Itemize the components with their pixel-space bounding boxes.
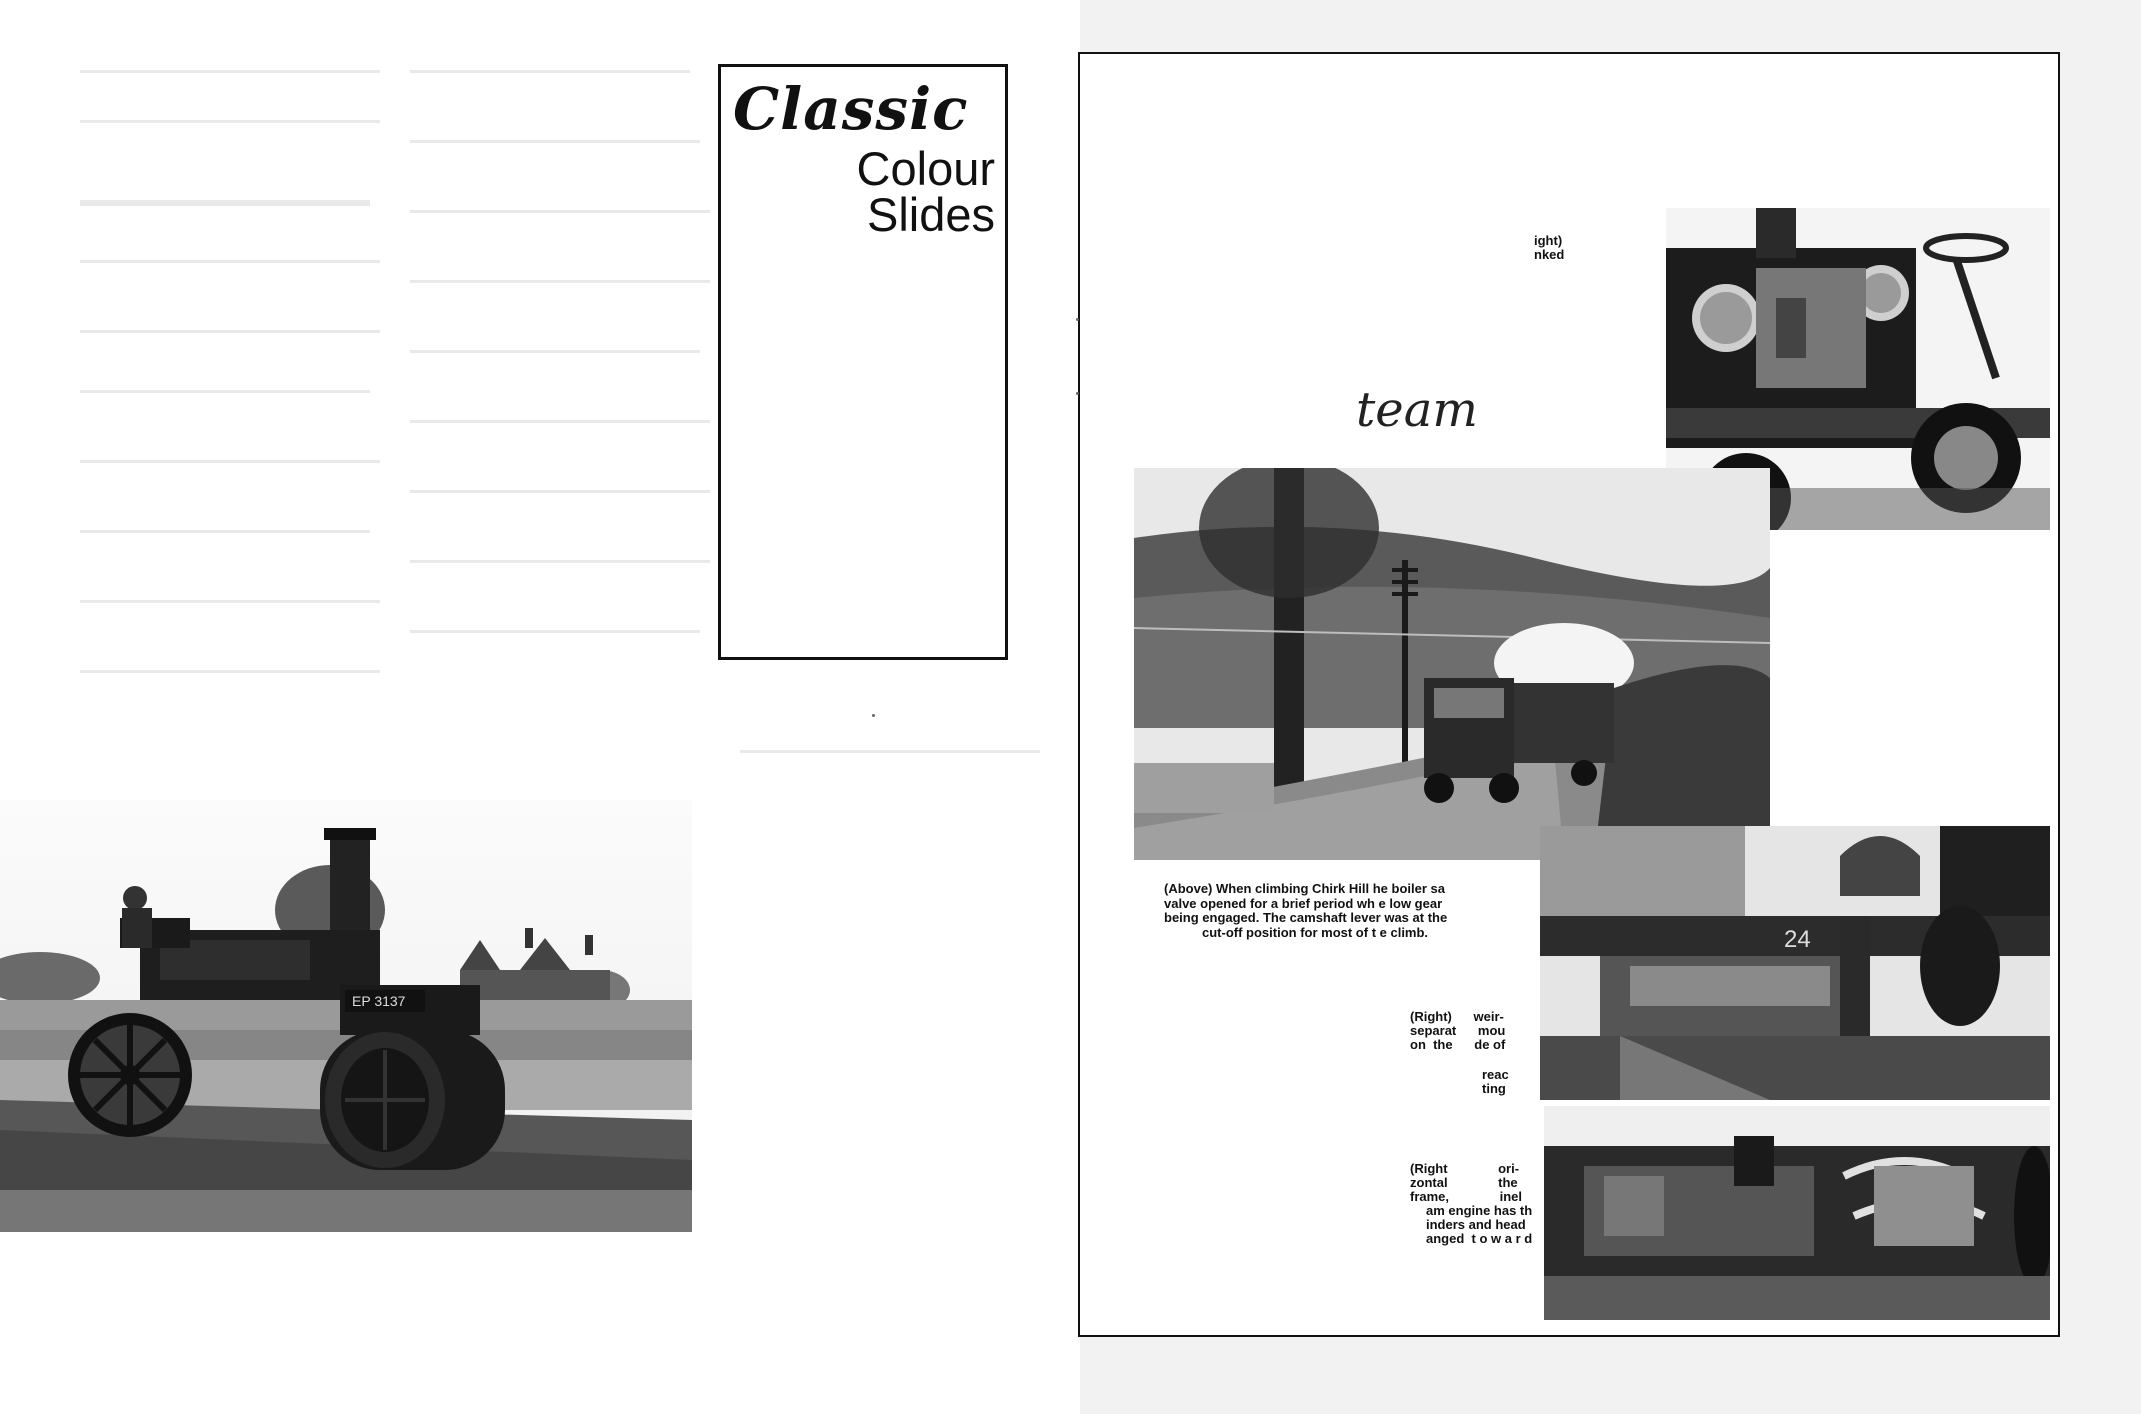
caption-line: anged t o w a r d [1426,1231,1533,1246]
caption-line: valve opened for a brief period wh e low gear [1164,895,1443,911]
caption-right-2-tail [1426,1204,1532,1246]
chassis-number: 24 [1784,926,1811,953]
registration-plate: EP 3137 [352,993,406,1009]
caption-right-1-tail [1482,1068,1509,1096]
engine-undercarriage-illustration [1540,826,2050,1100]
caption-line: ting [1482,1081,1506,1096]
steam-roller-illustration [0,800,692,1232]
caption-line: am engine has th [1426,1203,1533,1218]
scan-speck [872,714,875,717]
caption-line: inders and head [1426,1217,1526,1232]
engine-undercarriage-photo [1540,826,2050,1100]
classic-heading: Classic [733,75,969,143]
caption-right-1 [1410,1010,1505,1052]
caption-line: on the de of [1410,1037,1506,1052]
scan-speck [1076,392,1079,395]
horizontal-engine-illustration [1544,1106,2050,1320]
horizontal-engine-photo [1544,1106,2050,1320]
caption-line: zontal the [1410,1175,1518,1190]
fragment-line: nked [1534,247,1565,262]
caption-line: separat mou [1410,1023,1506,1038]
steam-roller-photo [0,800,692,1232]
caption-line: frame, inel [1410,1189,1522,1204]
top-caption-fragment [1534,234,1564,262]
caption-line: being engaged. The camshaft lever was at the [1164,910,1448,925]
caption-above-lorry [1164,882,1494,940]
scan-speck [1076,318,1079,321]
fragment-line: ight) [1534,233,1563,248]
classic-colour-slides-title-box [718,64,1008,660]
slides-heading: Slides [866,188,995,241]
lorry-climbing-hill-photo [1134,468,1770,860]
colour-heading: Colour [856,142,995,195]
lorry-hill-illustration [1134,468,1770,860]
caption-line: (Right ori- [1410,1161,1520,1176]
caption-right-2 [1410,1162,1522,1204]
caption-line: reac [1482,1067,1509,1082]
caption-line: (Right) weir- [1410,1009,1504,1024]
caption-line: cut-off position for most of t e climb. [1202,924,1429,940]
team-heading-fragment: team [1356,382,1478,438]
caption-line: (Above) When climbing Chirk Hill he boiler sa [1164,881,1445,896]
